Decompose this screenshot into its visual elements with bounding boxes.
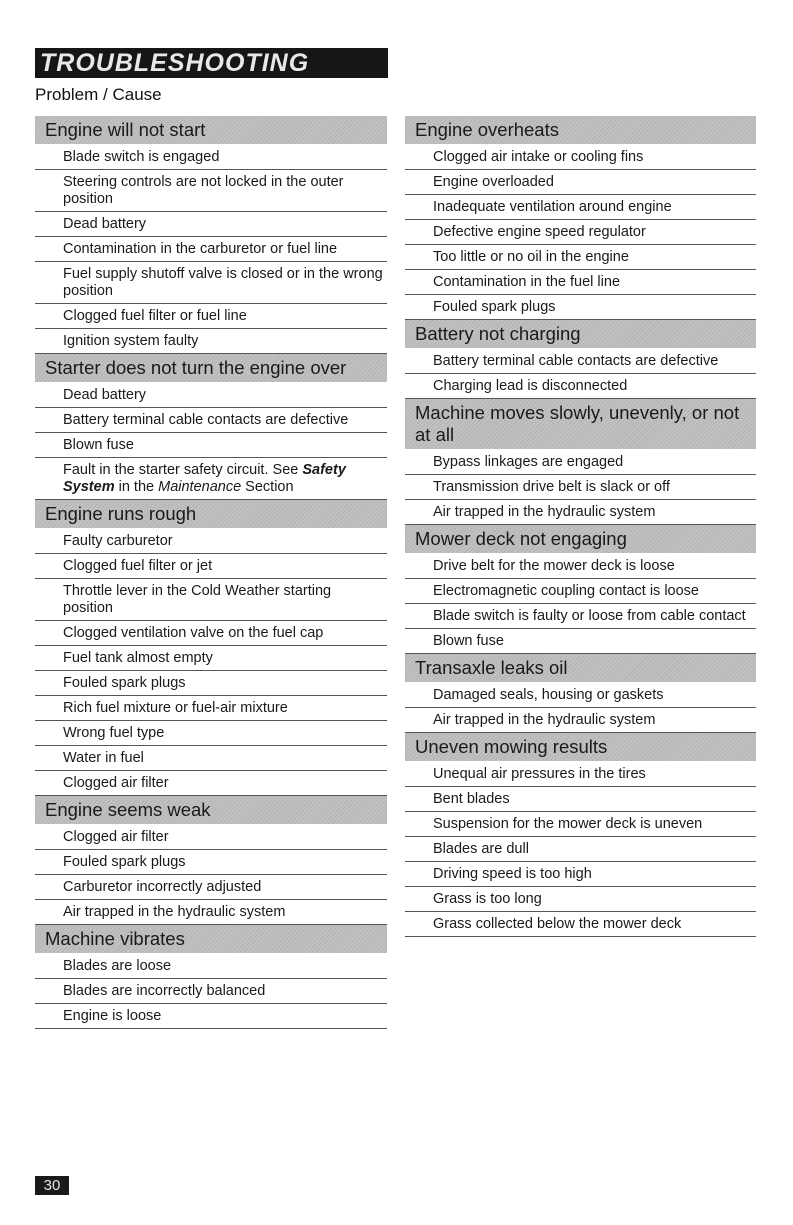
cause-item: Blades are loose bbox=[35, 954, 387, 979]
problem-heading-engine-runs-rough: Engine runs rough bbox=[35, 500, 387, 528]
cause-item: Clogged ventilation valve on the fuel cap bbox=[35, 621, 387, 646]
cause-item: Engine is loose bbox=[35, 1004, 387, 1029]
cause-item: Air trapped in the hydraulic system bbox=[405, 708, 756, 733]
cause-item: Blades are dull bbox=[405, 837, 756, 862]
cause-item: Contamination in the fuel line bbox=[405, 270, 756, 295]
cause-item: Clogged air filter bbox=[35, 771, 387, 796]
cause-item: Bypass linkages are engaged bbox=[405, 450, 756, 475]
cause-item: Unequal air pressures in the tires bbox=[405, 762, 756, 787]
cause-item: Bent blades bbox=[405, 787, 756, 812]
page-title-bar bbox=[35, 48, 388, 78]
cause-item: Air trapped in the hydraulic system bbox=[405, 500, 756, 525]
cause-item: Carburetor incorrectly adjusted bbox=[35, 875, 387, 900]
problem-heading-engine-will-not-start: Engine will not start bbox=[35, 116, 387, 144]
cause-item: Grass is too long bbox=[405, 887, 756, 912]
cause-item: Charging lead is disconnected bbox=[405, 374, 756, 399]
cause-text-part: in the bbox=[114, 479, 159, 495]
cause-item: Clogged fuel filter or jet bbox=[35, 554, 387, 579]
cause-text-part: Fault in the starter safety circuit. See bbox=[63, 462, 303, 478]
problem-heading-engine-seems-weak: Engine seems weak bbox=[35, 796, 387, 824]
cause-item: Blade switch is faulty or loose from cable contact bbox=[405, 604, 756, 629]
cause-item: Fuel tank almost empty bbox=[35, 646, 387, 671]
cause-item: Wrong fuel type bbox=[35, 721, 387, 746]
cause-item: Suspension for the mower deck is uneven bbox=[405, 812, 756, 837]
cause-item: Inadequate ventilation around engine bbox=[405, 195, 756, 220]
cause-item: Clogged fuel filter or fuel line bbox=[35, 304, 387, 329]
cause-item: Steering controls are not locked in the outer position bbox=[35, 170, 387, 212]
cause-item: Fouled spark plugs bbox=[35, 671, 387, 696]
cause-text-part: Maintenance bbox=[158, 479, 242, 495]
problem-heading-starter-does-not-turn-the-engine-over: Starter does not turn the engine over bbox=[35, 354, 387, 382]
problem-heading-transaxle-leaks-oil: Transaxle leaks oil bbox=[405, 654, 756, 682]
left-column bbox=[35, 116, 387, 1029]
cause-item: Battery terminal cable contacts are defective bbox=[405, 349, 756, 374]
cause-item: Engine overloaded bbox=[405, 170, 756, 195]
cause-item: Fouled spark plugs bbox=[405, 295, 756, 320]
cause-item bbox=[35, 458, 387, 500]
cause-item: Blades are incorrectly balanced bbox=[35, 979, 387, 1004]
right-column bbox=[405, 116, 756, 937]
page-title: TROUBLESHOOTING bbox=[40, 49, 310, 77]
problem-heading-uneven-mowing-results: Uneven mowing results bbox=[405, 733, 756, 761]
cause-item: Air trapped in the hydraulic system bbox=[35, 900, 387, 925]
cause-item: Rich fuel mixture or fuel-air mixture bbox=[35, 696, 387, 721]
cause-item: Dead battery bbox=[35, 212, 387, 237]
cause-item: Clogged air intake or cooling fins bbox=[405, 145, 756, 170]
cause-text-part: Safety System bbox=[63, 462, 346, 495]
cause-item: Electromagnetic coupling contact is loose bbox=[405, 579, 756, 604]
cause-item: Drive belt for the mower deck is loose bbox=[405, 554, 756, 579]
cause-item: Fouled spark plugs bbox=[35, 850, 387, 875]
problem-heading-machine-vibrates: Machine vibrates bbox=[35, 925, 387, 953]
cause-item: Ignition system faulty bbox=[35, 329, 387, 354]
problem-heading-engine-overheats: Engine overheats bbox=[405, 116, 756, 144]
cause-item: Contamination in the carburetor or fuel line bbox=[35, 237, 387, 262]
cause-item: Too little or no oil in the engine bbox=[405, 245, 756, 270]
cause-item: Water in fuel bbox=[35, 746, 387, 771]
problem-heading-battery-not-charging: Battery not charging bbox=[405, 320, 756, 348]
cause-item: Damaged seals, housing or gaskets bbox=[405, 683, 756, 708]
cause-item: Dead battery bbox=[35, 383, 387, 408]
cause-item: Faulty carburetor bbox=[35, 529, 387, 554]
cause-item: Blown fuse bbox=[405, 629, 756, 654]
cause-item: Blade switch is engaged bbox=[35, 145, 387, 170]
cause-item: Transmission drive belt is slack or off bbox=[405, 475, 756, 500]
cause-item: Grass collected below the mower deck bbox=[405, 912, 756, 937]
cause-item: Fuel supply shutoff valve is closed or in the wrong position bbox=[35, 262, 387, 304]
cause-item: Driving speed is too high bbox=[405, 862, 756, 887]
page-number: 30 bbox=[35, 1176, 69, 1195]
cause-item: Battery terminal cable contacts are defective bbox=[35, 408, 387, 433]
cause-item: Throttle lever in the Cold Weather starting position bbox=[35, 579, 387, 621]
cause-item: Blown fuse bbox=[35, 433, 387, 458]
cause-item: Defective engine speed regulator bbox=[405, 220, 756, 245]
section-subtitle: Problem / Cause bbox=[35, 85, 162, 104]
cause-text-part: Section bbox=[241, 479, 294, 495]
problem-heading-mower-deck-not-engaging: Mower deck not engaging bbox=[405, 525, 756, 553]
cause-item: Clogged air filter bbox=[35, 825, 387, 850]
problem-heading-machine-moves-slowly-unevenly-or-not-at-all: Machine moves slowly, unevenly, or not at all bbox=[405, 399, 756, 449]
